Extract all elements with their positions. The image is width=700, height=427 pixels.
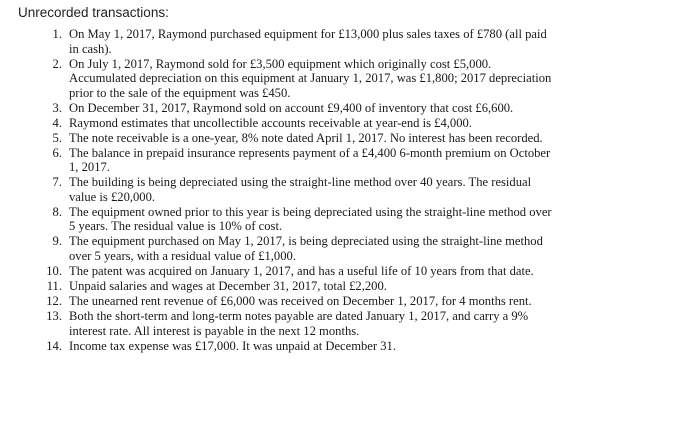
list-item <box>0 205 559 234</box>
item-number: 13. <box>46 308 62 323</box>
item-text: On May 1, 2017, Raymond purchased equipment for £13,000 plus sales taxes of £780 (all paid in cash). <box>69 27 547 56</box>
item-text: On December 31, 2017, Raymond sold on account £9,400 of inventory that cost £6,600. <box>69 100 514 115</box>
item-number: 2. <box>52 56 62 71</box>
item-text: The equipment owned prior to this year is being depreciated using the straight-line method over 5 years. The residual value is 10% of cost. <box>69 204 552 234</box>
item-text: Raymond estimates that uncollectible accounts receivable at year-end is £4,000. <box>69 115 472 130</box>
item-number: 11. <box>46 279 62 293</box>
list-item <box>0 101 559 116</box>
item-number: 1. <box>52 27 62 41</box>
item-text: The note receivable is a one-year, 8% note dated April 1, 2017. No interest has been recorded. <box>69 130 543 145</box>
list-item <box>0 234 559 263</box>
item-number: 14. <box>46 338 62 353</box>
item-text: The building is being depreciated using the straight-line method over 40 years. The residual value is £20,000. <box>69 175 532 204</box>
item-number: 8. <box>52 204 62 219</box>
item-number: 10. <box>46 264 62 279</box>
item-text: The balance in prepaid insurance represents payment of a £4,400 6-month premium on October 1, 2017. <box>69 145 551 175</box>
item-number: 5. <box>52 130 62 145</box>
item-text: Both the short-term and long-term notes payable are dated January 1, 2017, and carry a 9% interest rate. All interest is payable in the next 12 months. <box>69 308 529 338</box>
list-item <box>0 27 559 56</box>
item-number: 12. <box>46 293 62 308</box>
list-item <box>0 294 559 309</box>
item-number: 4. <box>52 115 62 130</box>
item-number: 6. <box>52 145 62 160</box>
list-item <box>0 175 559 204</box>
section-heading: Unrecorded transactions: <box>18 5 169 20</box>
item-text: The patent was acquired on January 1, 2017, and has a useful life of 10 years from that date. <box>69 264 534 279</box>
item-number: 3. <box>52 100 62 115</box>
list-item <box>0 116 559 131</box>
list-item <box>0 131 559 146</box>
item-text: Unpaid salaries and wages at December 31, 2017, total £2,200. <box>69 279 387 293</box>
list-item <box>0 264 559 279</box>
list-item <box>0 57 559 101</box>
item-text: The unearned rent revenue of £6,000 was received on December 1, 2017, for 4 months rent. <box>69 293 532 308</box>
item-text: On July 1, 2017, Raymond sold for £3,500 equipment which originally cost £5,000. Accumulated depreciation on this equipment at January 1, 2017, was £1,800; 2017 depreciation prior to the sale of the equipment was £450. <box>69 56 552 100</box>
list-item <box>0 146 559 175</box>
item-text: Income tax expense was £17,000. It was unpaid at December 31. <box>69 338 396 353</box>
list-item <box>0 339 559 354</box>
transaction-list <box>0 27 700 354</box>
list-item <box>0 309 559 338</box>
item-text: The equipment purchased on May 1, 2017, is being depreciated using the straight-line method over 5 years, with a residual value of £1,000. <box>69 234 543 264</box>
item-number: 7. <box>52 175 62 190</box>
list-item <box>0 279 559 294</box>
item-number: 9. <box>52 234 62 249</box>
